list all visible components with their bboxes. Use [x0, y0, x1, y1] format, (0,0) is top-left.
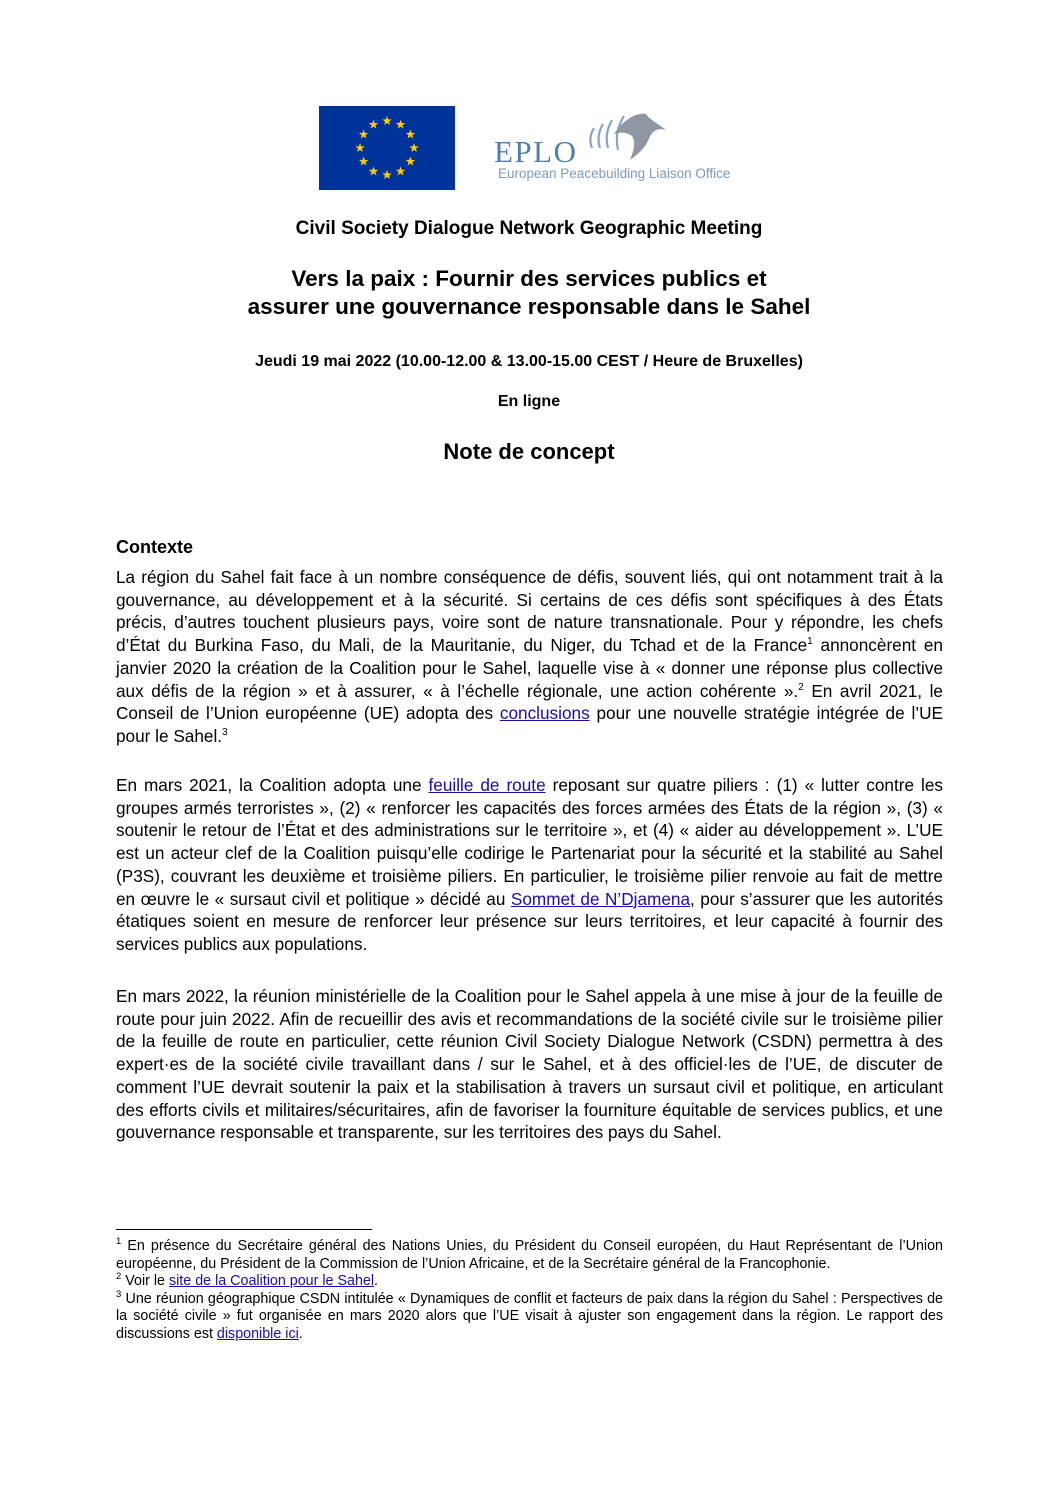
eu-stars-icon	[319, 106, 455, 190]
eplo-bird-icon	[584, 108, 674, 164]
footnote-number: 1	[116, 1236, 122, 1247]
paragraph-text: , pour s’assurer que les autorités étatiques soient en mesure de renforcer leur présence sur leurs territoires, et leur capacité à fournir des services publics aux populations.	[116, 888, 943, 954]
section-heading-contexte: Contexte	[116, 537, 194, 557]
eplo-logo	[492, 108, 762, 188]
footnote-text: .	[298, 1325, 303, 1342]
footnote-number: 3	[116, 1288, 122, 1300]
conclusions-link[interactable]: conclusions	[499, 703, 590, 724]
footnotes	[116, 1238, 943, 1343]
meeting-network-title: Civil Society Dialogue Network Geographic Meeting	[295, 218, 763, 239]
footnote-text: Une réunion géographique CSDN intitulée « Dynamiques de conflit et facteurs de paix dans la région du Sahel : Perspectives de la société civile » fut organisée en mars 2020 alors que l’UE visait à ajuster son engagement dans la région. Le rapport des discussions est	[116, 1290, 943, 1342]
title-line-2: assurer une gouvernance responsable dans le Sahel	[247, 294, 811, 319]
footnote-separator	[116, 1229, 372, 1230]
meeting-date: Jeudi 19 mai 2022 (10.00-12.00 & 13.00-15.00 CEST / Heure de Bruxelles)	[255, 353, 803, 370]
eu-flag-logo	[319, 106, 455, 190]
eplo-wordmark: EPLO	[494, 134, 578, 169]
eplo-subtitle: European Peacebuilding Liaison Office	[498, 166, 731, 181]
paragraph-text: La région du Sahel fait face à un nombre conséquence de défis, souvent liés, qui ont notamment trait à la gouvernance, au développement et à la sécurité. Si certains de ces défis sont spécifiques à des États précis, d’autres touchent plusieurs pays, voire sont de nature transnationale. Pour y répondre, les chefs d’État du Burkina Faso, du Mali, de la Mauritanie, du Niger, du Tchad et de la France	[116, 567, 943, 656]
feuille-de-route-link[interactable]: feuille de route	[428, 775, 546, 795]
footnote-ref-1[interactable]: 1	[807, 636, 813, 648]
footnote-1	[116, 1238, 943, 1273]
footnote-text: En présence du Secrétaire général des Nations Unies, du Président du Conseil européen, du Haut Représentant de l’Union européenne, du Président de la Commission de l’Union Africaine, et de la Secrétaire général de la Francophonie.	[116, 1238, 943, 1272]
title-line-1: Vers la paix : Fournir des services publics et	[291, 266, 767, 291]
coalition-site-link[interactable]: site de la Coalition pour le Sahel	[168, 1273, 375, 1289]
report-available-link[interactable]: disponible ici	[216, 1325, 299, 1342]
footnote-text: Voir le	[121, 1273, 169, 1289]
paragraph-1	[116, 566, 943, 748]
footnote-number: 2	[116, 1271, 122, 1282]
logo-bar	[0, 0, 1058, 200]
paragraph-text: pour une nouvelle stratégie intégrée de l’UE pour le Sahel.	[116, 703, 943, 746]
paragraph-2	[116, 774, 943, 956]
footnote-3	[116, 1288, 943, 1344]
meeting-location: En ligne	[497, 393, 561, 410]
footnote-2	[116, 1273, 943, 1291]
paragraph-text: En avril 2021, le Conseil de l’Union européenne (UE) adopta des	[116, 680, 943, 724]
document-type: Note de concept	[443, 439, 615, 464]
paragraph-3: En mars 2022, la réunion ministérielle de la Coalition pour le Sahel appela à une mise à jour de la feuille de route pour juin 2022. Afin de recueillir des avis et recommandations de la société civile sur le troisième pilier de la feuille de route en particulier, cette réunion Civil Society Dialogue Network (CSDN) permettra à des expert·es de la société civile travaillant dans / sur le Sahel, et à des officiel·les de l’UE, de discuter de comment l’UE devrait soutenir la paix et la stabilisation à travers un sursaut civil et politique, en articulant des efforts civils et militaires/sécuritaires, afin de favoriser la fourniture équitable de services publics, et une gouvernance responsable et transparente, sur les territoires des pays du Sahel.	[116, 986, 943, 1143]
paragraph-text: annoncèrent en janvier 2020 la création de la Coalition pour le Sahel, laquelle vise à « donner une réponse plus collective aux défis de la région » et à assurer, « à l’échelle régionale, une action cohérente ».	[116, 635, 943, 701]
footnote-text: .	[374, 1273, 379, 1289]
footnote-ref-2[interactable]: 2	[798, 681, 804, 693]
paragraph-text: En mars 2021, la Coalition adopta une	[116, 775, 429, 795]
page-title	[0, 265, 1058, 321]
sommet-ndjamena-link[interactable]: Sommet de N’Djamena	[510, 888, 691, 909]
footnote-ref-3[interactable]: 3	[222, 726, 228, 738]
paragraph-text: reposant sur quatre piliers : (1) « lutter contre les groupes armés terroristes », (2) « renforcer les capacités des forces armées des États de la région », (3) « soutenir le retour de l’État et des administrations sur le territoire », et (4) « aider au développement ». L’UE est un acteur clef de la Coalition puisqu’elle codirige le Partenariat pour la sécurité et la stabilité au Sahel (P3S), couvrant les deuxième et troisième piliers. En particulier, le troisième pilier renvoie au fait de mettre en œuvre le « sursaut civil et politique » décidé au	[116, 775, 943, 909]
